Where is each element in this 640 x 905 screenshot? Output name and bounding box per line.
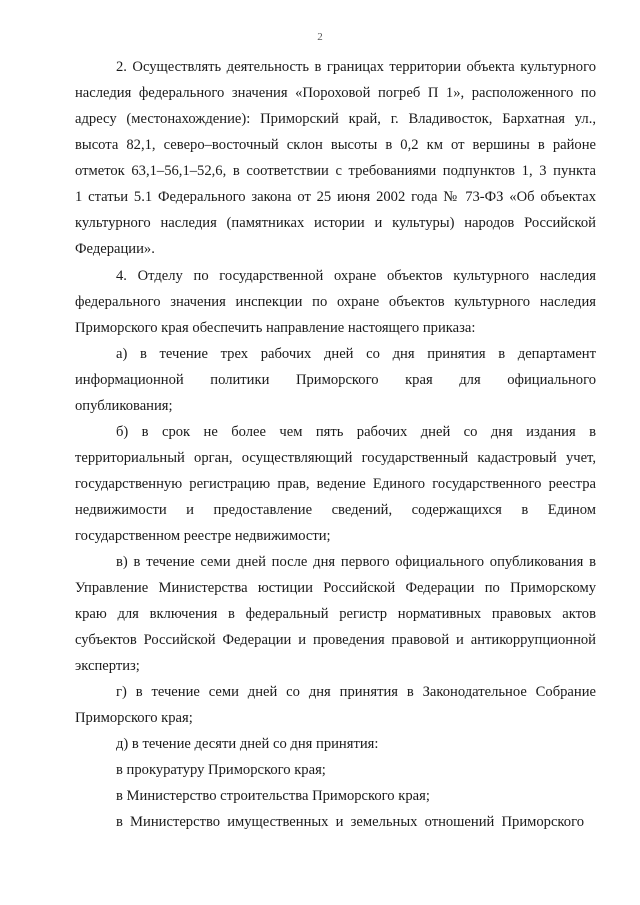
text-line: наследия федерального значения «Пороховой погреб П 1», расположенного по [75,85,596,101]
text-line: б) в срок не более чем пять рабочих дней со дня издания в [116,424,596,440]
text-line: в Министерство строительства Приморского края; [116,788,430,804]
text-line: Управление Министерства юстиции Российской Федерации по Приморскому [75,580,596,596]
text-line: высота 82,1, северо–восточный склон высоты в 0,2 км от вершины в районе [75,137,596,153]
text-line: в) в течение семи дней после дня первого официального опубликования в [116,554,596,570]
text-line: культурного наследия (памятниках истории и культуры) народов Российской [75,215,596,231]
text-line: отметок 63,1–56,1–52,6, в соответствии с требованиями подпунктов 1, 3 пункта [75,163,596,179]
text-line: опубликования; [75,398,173,414]
text-line: 4. Отделу по государственной охране объектов культурного наследия [116,268,596,284]
text-line: адресу (местонахождение): Приморский край, г. Владивосток, Бархатная ул., [75,111,596,127]
text-line: недвижимости и предоставление сведений, содержащихся в Едином [75,502,596,518]
text-line: субъектов Российской Федерации и проведения правовой и антикоррупционной [75,632,596,648]
text-line: д) в течение десяти дней со дня принятия: [116,736,379,752]
text-line: федерального значения инспекции по охране объектов культурного наследия [75,294,596,310]
page-number: 2 [317,31,323,43]
text-line: в прокуратуру Приморского края; [116,762,326,778]
text-line: 1 статьи 5.1 Федерального закона от 25 июня 2002 года № 73-ФЗ «Об объектах [75,189,596,205]
text-line: 2. Осуществлять деятельность в границах территории объекта культурного [116,59,596,75]
text-line: Федерации». [75,241,155,257]
text-line: Приморского края обеспечить направление настоящего приказа: [75,320,476,336]
text-line: г) в течение семи дней со дня принятия в Законодательное Собрание [116,684,596,700]
text-line: краю для включения в федеральный регистр нормативных правовых актов [75,606,596,622]
text-line: территориальный орган, осуществляющий государственный кадастровый учет, [75,450,596,466]
text-line: в Министерство имущественных и земельных отношений Приморского [116,814,584,830]
text-line: экспертиз; [75,658,140,674]
text-line: Приморского края; [75,710,193,726]
text-line: государственном реестре недвижимости; [75,528,331,544]
text-line: а) в течение трех рабочих дней со дня принятия в департамент [116,346,596,362]
text-line: информационной политики Приморского края для официального [75,372,596,388]
text-line: государственную регистрацию прав, ведение Единого государственного реестра [75,476,596,492]
